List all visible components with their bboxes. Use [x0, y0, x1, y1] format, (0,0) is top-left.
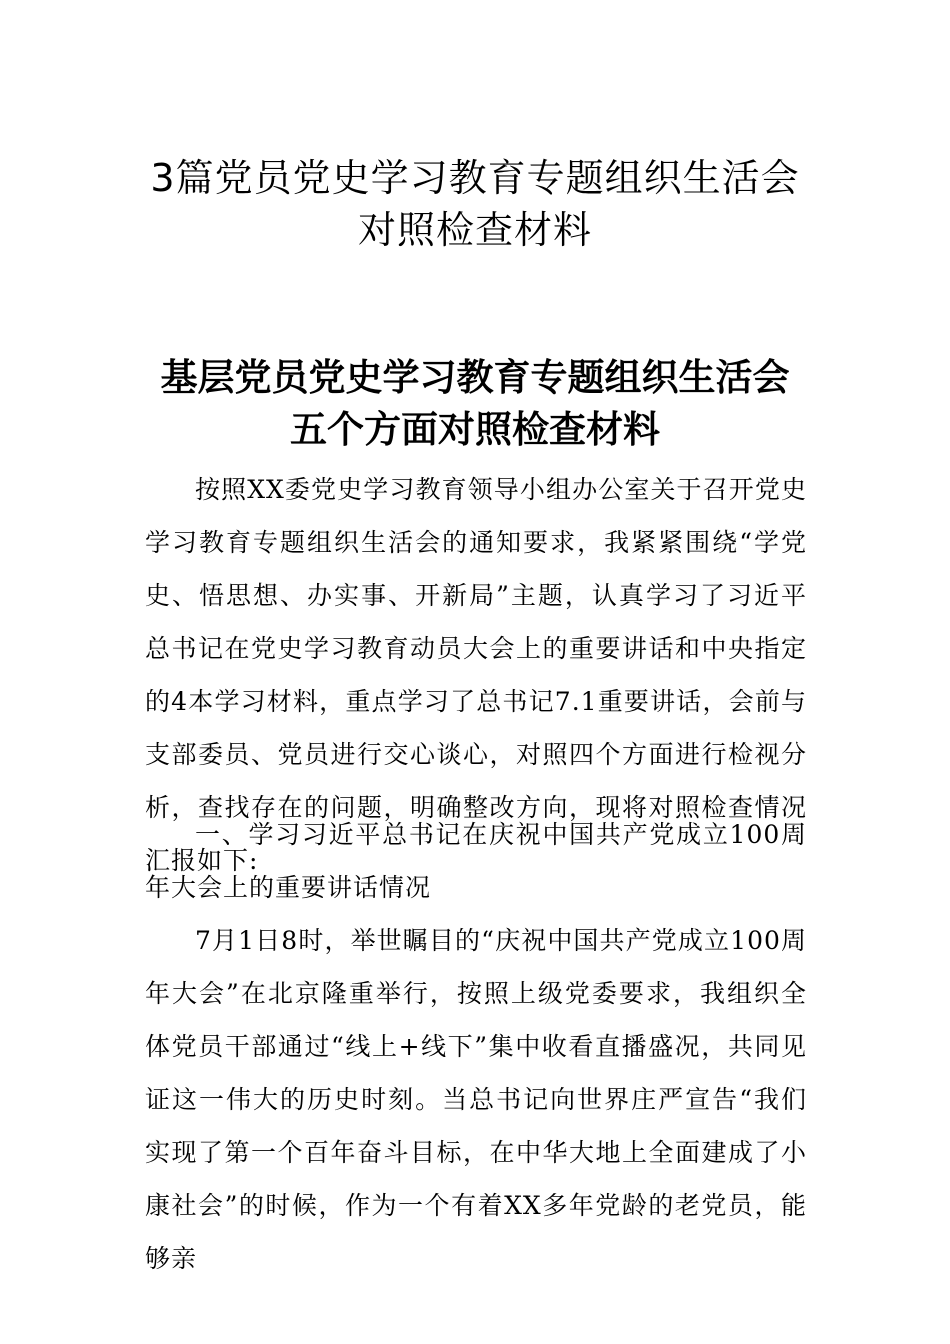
document-title-line-2: 对照检查材料 — [357, 208, 592, 252]
section-title-line-1: 基层党员党史学习教育专题组织生活会 — [160, 356, 790, 399]
intro-paragraph: 按照XX委党史学习教育领导小组办公室关于召开党史学习教育专题组织生活会的通知要求，我紧紧围绕“学党史、悟思想、办实事、开新局”主题，认真学习了习近平总书记在党史学习教育动员大会上的重要讲话和中央指定的4本学习材料，重点学习了总书记7.1重要讲话，会前与支部委员、党员进行交心谈心，对照四个方面进行检视分析，查找存在的问题，明确整改方向，现将对照检查情况汇报如下: — [145, 475, 807, 875]
section-title-line-2: 五个方面对照检查材料 — [290, 408, 660, 451]
document-title — [100, 152, 850, 256]
section-heading-paragraph: 一、学习习近平总书记在庆祝中国共产党成立100周年大会上的重要讲话情况 — [145, 820, 807, 902]
section-title — [100, 352, 850, 456]
document-title-line-1: 3篇党员党史学习教育专题组织生活会 — [150, 156, 800, 200]
body-paragraph: 7月1日8时，举世瞩目的“庆祝中国共产党成立100周年大会”在北京隆重举行，按照上级党委要求，我组织全体党员干部通过“线上+线下”集中收看直播盛况，共同见证这一伟大的历史时刻。当总书记向世界庄严宣告“我们实现了第一个百年奋斗目标，在中华大地上全面建成了小康社会”的时候，作为一个有着XX多年党龄的老党员，能够亲 — [145, 926, 807, 1273]
